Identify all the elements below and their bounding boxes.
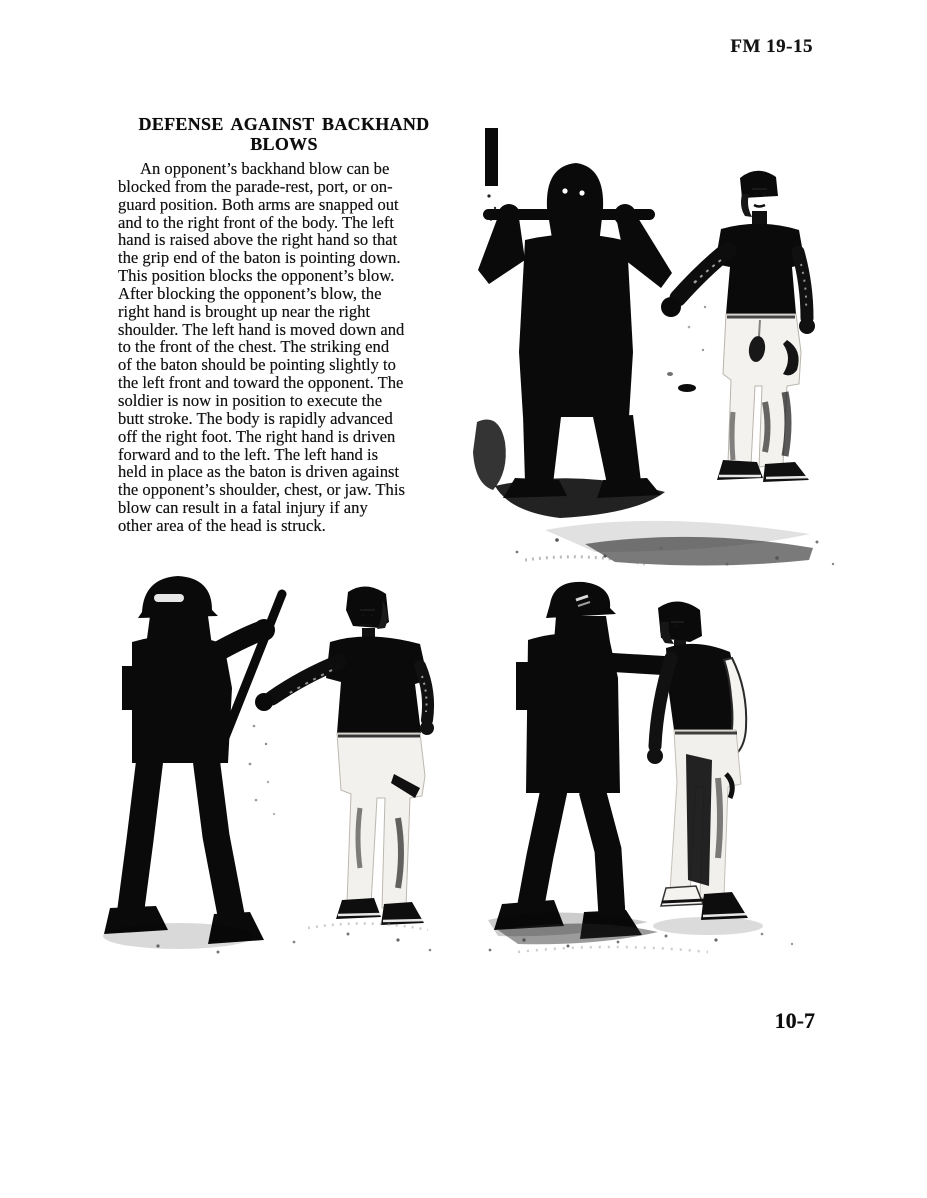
photo-baton-block <box>465 112 880 577</box>
body-text-line: the grip end of the baton is pointing down. <box>118 248 401 268</box>
body-text-line: the opponent’s shoulder, chest, or jaw. This <box>118 480 405 500</box>
soldier-figure <box>478 163 672 498</box>
body-text-line: hand is raised above the right hand so that <box>118 230 398 250</box>
page-number: 10-7 <box>774 1008 815 1033</box>
article-body <box>118 160 450 535</box>
body-text-line: the left front and toward the opponent. The <box>118 373 404 393</box>
photo-butt-stroke <box>458 578 823 963</box>
body-text-line: other area of the head is struck. <box>118 515 326 535</box>
body-text-line: of the baton should be pointing slightly to <box>118 355 396 375</box>
opponent-figure <box>255 586 434 925</box>
body-text-line: right hand is brought up near the right <box>118 301 371 321</box>
article-title-line2: BLOWS <box>250 134 318 154</box>
article-title <box>118 114 450 154</box>
baton <box>483 209 655 220</box>
article <box>118 114 450 535</box>
body-text-line: blocked from the parade-rest, port, or on- <box>118 176 393 196</box>
body-text-line: butt stroke. The body is rapidly advanced <box>118 408 393 428</box>
body-text-line: and to the right front of the body. The left <box>118 212 395 232</box>
body-text-line: An opponent’s backhand blow can be <box>140 159 390 178</box>
body-text-line: to the front of the chest. The striking end <box>118 337 390 357</box>
body-text-line: After blocking the opponent’s blow, the <box>118 283 382 303</box>
body-text-line: soldier is now in position to execute the <box>118 390 383 410</box>
body-text-line: guard position. Both arms are snapped out <box>118 194 399 214</box>
body-text-line: blow can result in a fatal injury if any <box>118 498 368 518</box>
soldier-figure <box>104 576 282 944</box>
body-text-line: shoulder. The left hand is moved down and <box>118 319 405 339</box>
body-text-line: off the right foot. The right hand is driven <box>118 426 396 446</box>
scan-artifact <box>485 128 498 221</box>
body-text-line: forward and to the left. The left hand is <box>118 444 379 464</box>
body-text-line: This position blocks the opponent’s blow. <box>118 266 395 286</box>
opponent-figure <box>661 171 815 482</box>
body-text-line: held in place as the baton is driven against <box>118 462 400 482</box>
photo-baton-grip-down <box>98 568 450 960</box>
ground-texture <box>488 912 793 952</box>
manual-reference: FM 19-15 <box>730 36 813 57</box>
article-title-line1: DEFENSE AGAINST BACKHAND <box>138 114 430 134</box>
opponent-figure <box>647 601 750 920</box>
